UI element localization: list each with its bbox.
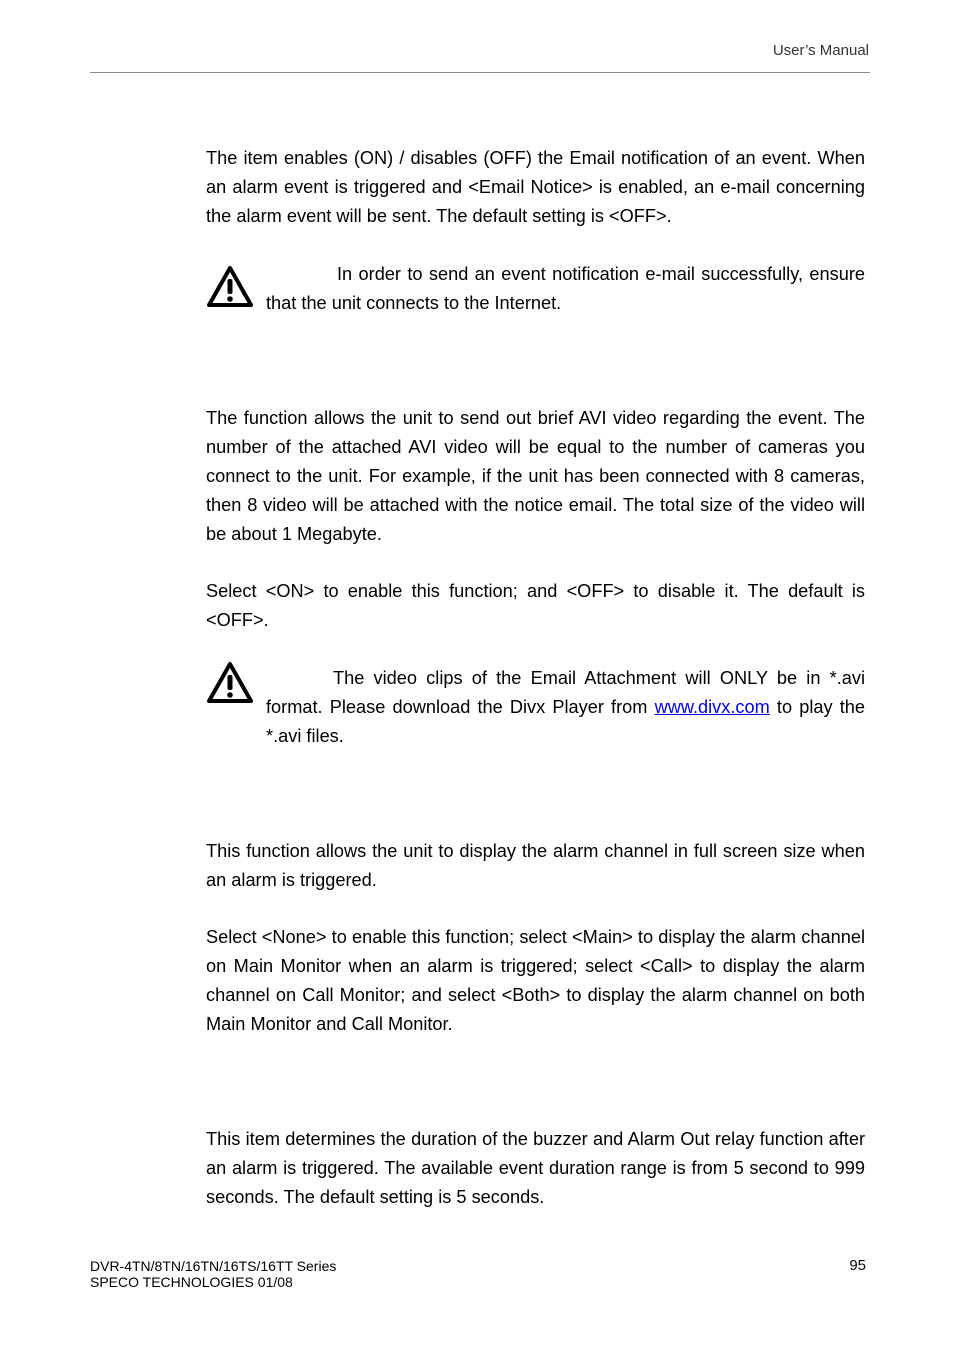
full-screen-options: Select <None> to enable this function; select <Main> to display the alarm channel on Main Monitor when an alarm is triggered; select <Call> to display the alarm channel on Call Monitor; and select <Both> to display the alarm channel on both Main Monitor and Call Monitor.: [206, 927, 865, 1034]
avi-note-text: The video clips of the Email Attachment will ONLY be in *.avi format. Please download the Divx Player from: [266, 668, 865, 717]
email-attachment-description: The function allows the unit to send out brief AVI video regarding the event. The number of the attached AVI video will be equal to the number of cameras you connect to the unit. For example, if the unit has been connected with 8 cameras, then 8 video will be attached with the notice email. The total size of the video will be about 1 Megabyte.: [206, 408, 865, 544]
header-divider: [90, 72, 870, 73]
avi-note-text-end: to play the *.avi files.: [266, 697, 865, 746]
footer-model: DVR-4TN/8TN/16TN/16TS/16TT Series: [90, 1258, 337, 1274]
avi-format-note: [266, 664, 865, 751]
email-notice-description: The item enables (ON) / disables (OFF) the Email notification of an event. When an alarm event is triggered and <Email Notice> is enabled, an e-mail concerning the alarm event will be sent. The default setting is <OFF>.: [206, 148, 865, 226]
email-internet-note: In order to send an event notification e-mail successfully, ensure that the unit connects to the Internet.: [266, 264, 865, 313]
manual-title: User’s Manual: [772, 42, 869, 59]
event-duration-description: This item determines the duration of the buzzer and Alarm Out relay function after an alarm is triggered. The available event duration range is from 5 second to 999 seconds. The default setting is 5 seconds.: [206, 1129, 865, 1207]
warning-triangle-icon: [206, 265, 254, 309]
email-attachment-options: Select <ON> to enable this function; and <OFF> to disable it. The default is <OFF>.: [206, 581, 865, 630]
page-number: 95: [849, 1257, 866, 1274]
full-screen-description: This function allows the unit to display the alarm channel in full screen size when an alarm is triggered.: [206, 841, 865, 890]
warning-triangle-icon: [206, 661, 254, 705]
footer-company: SPECO TECHNOLOGIES 01/08: [90, 1274, 293, 1290]
divx-link[interactable]: www.divx.com: [654, 697, 770, 717]
